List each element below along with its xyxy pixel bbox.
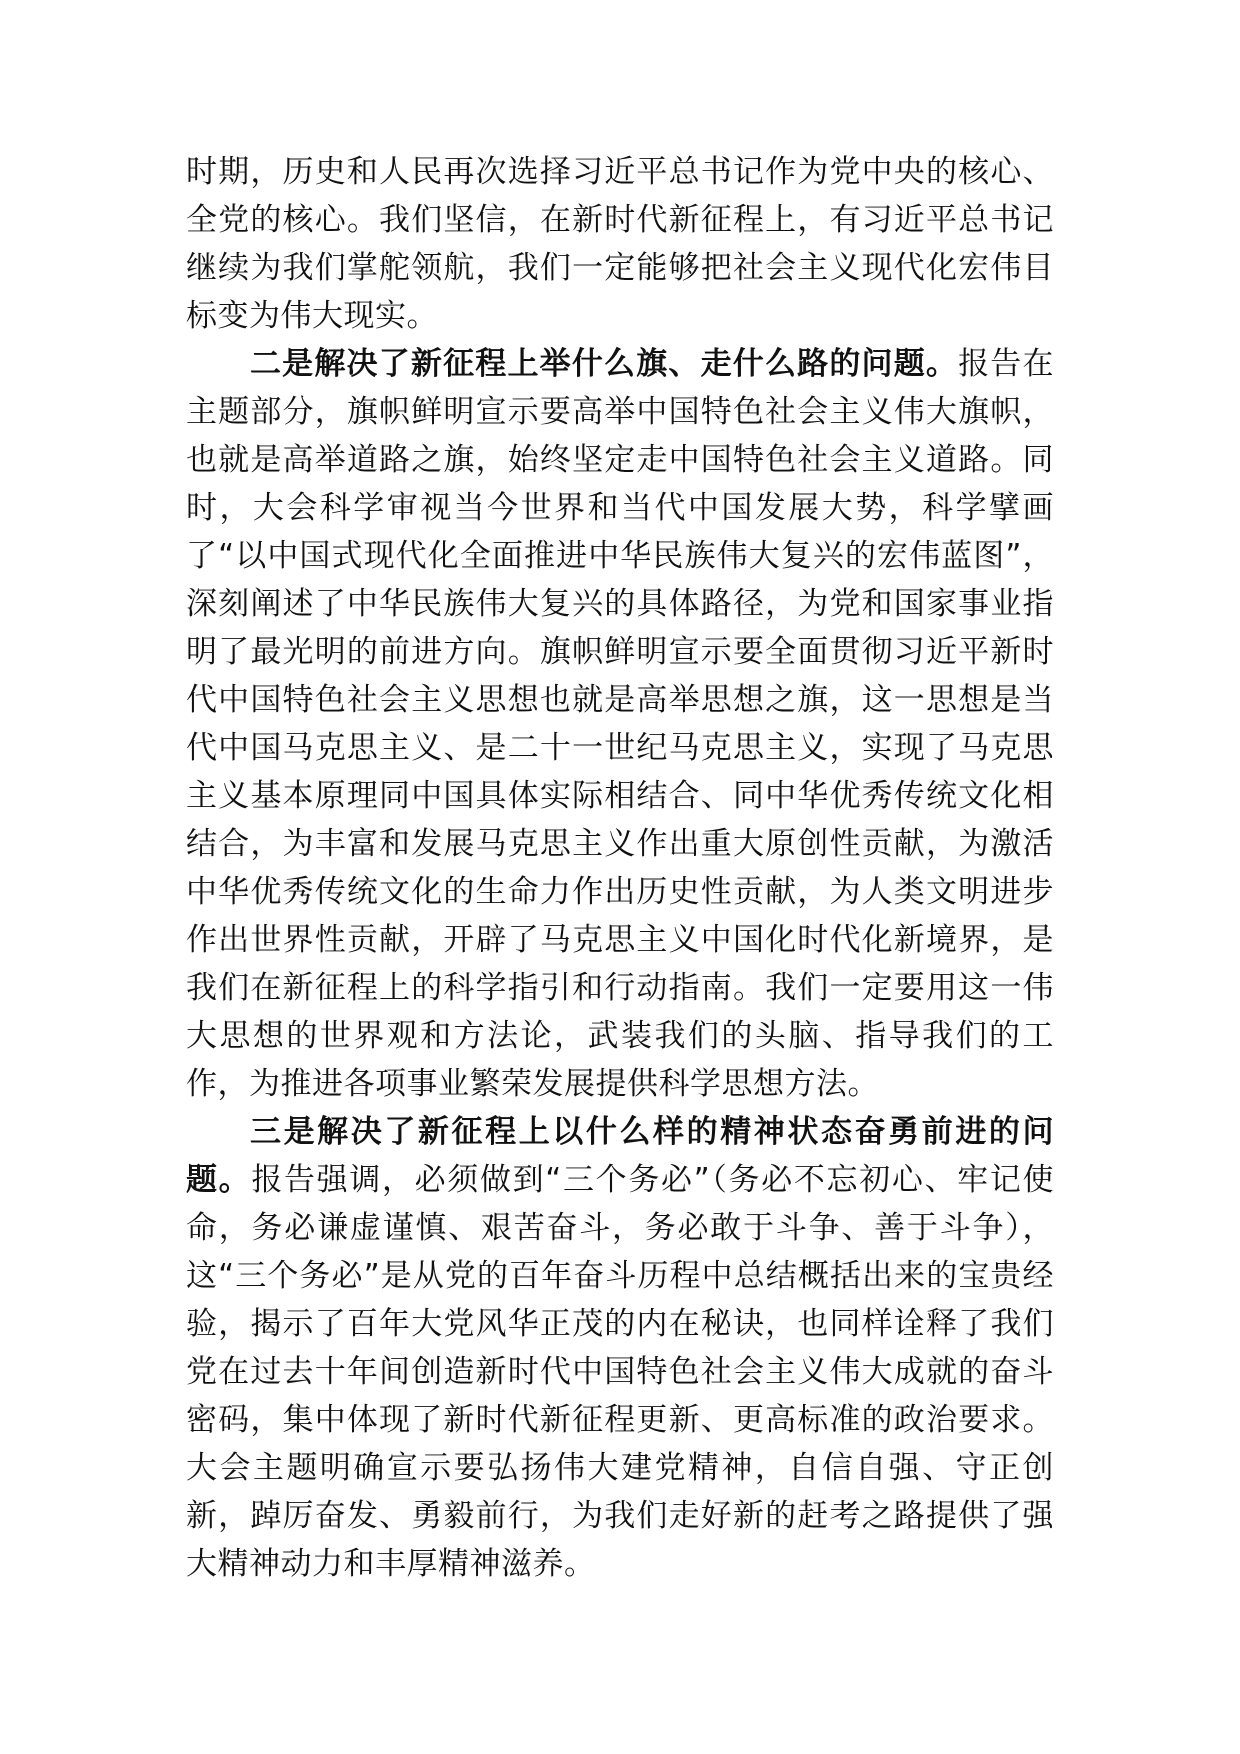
paragraph-text: 时期，历史和人民再次选择习近平总书记作为党中央的核心、全党的核心。我们坚信，在新时代新征程上，有习近平总书记继续为我们掌舵领航，我们一定能够把社会主义现代化宏伟目标变为伟大现实。 <box>186 154 1054 334</box>
paragraph-point-three <box>186 1108 1054 1588</box>
paragraph-point-two <box>186 340 1054 1108</box>
paragraph-continuation <box>186 148 1054 340</box>
paragraph-heading: 三是解决了新征程上以什么样的精神状态奋勇前进的问题。 <box>186 1114 1054 1198</box>
paragraph-text: 报告在主题部分，旗帜鲜明宣示要高举中国特色社会主义伟大旗帜，也就是高举道路之旗，始终坚定走中国特色社会主义道路。同时，大会科学审视当今世界和当代中国发展大势，科学擘画了“以中国式现代化全面推进中华民族伟大复兴的宏伟蓝图”，深刻阐述了中华民族伟大复兴的具体路径，为党和国家事业指明了最光明的前进方向。旗帜鲜明宣示要全面贯彻习近平新时代中国特色社会主义思想也就是高举思想之旗，这一思想是当代中国马克思主义、是二十一世纪马克思主义，实现了马克思主义基本原理同中国具体实际相结合、同中华优秀传统文化相结合，为丰富和发展马克思主义作出重大原创性贡献，为激活中华优秀传统文化的生命力作出历史性贡献，为人类文明进步作出世界性贡献，开辟了马克思主义中国化时代化新境界，是我们在新征程上的科学指引和行动指南。我们一定要用这一伟大思想的世界观和方法论，武装我们的头脑、指导我们的工作，为推进各项事业繁荣发展提供科学思想方法。 <box>186 346 1054 1102</box>
paragraph-heading: 二是解决了新征程上举什么旗、走什么路的问题。 <box>250 346 959 382</box>
paragraph-text: 报告强调，必须做到“三个务必”（务必不忘初心、牢记使命，务必谦虚谨慎、艰苦奋斗，务必敢于斗争、善于斗争），这“三个务必”是从党的百年奋斗历程中总结概括出来的宝贵经验，揭示了百年大党风华正茂的内在秘诀，也同样诠释了我们党在过去十年间创造新时代中国特色社会主义伟大成就的奋斗密码，集中体现了新时代新征程更新、更高标准的政治要求。大会主题明确宣示要弘扬伟大建党精神，自信自强、守正创新，踔厉奋发、勇毅前行，为我们走好新的赶考之路提供了强大精神动力和丰厚精神滋养。 <box>186 1162 1054 1582</box>
document-page <box>186 148 1054 1588</box>
